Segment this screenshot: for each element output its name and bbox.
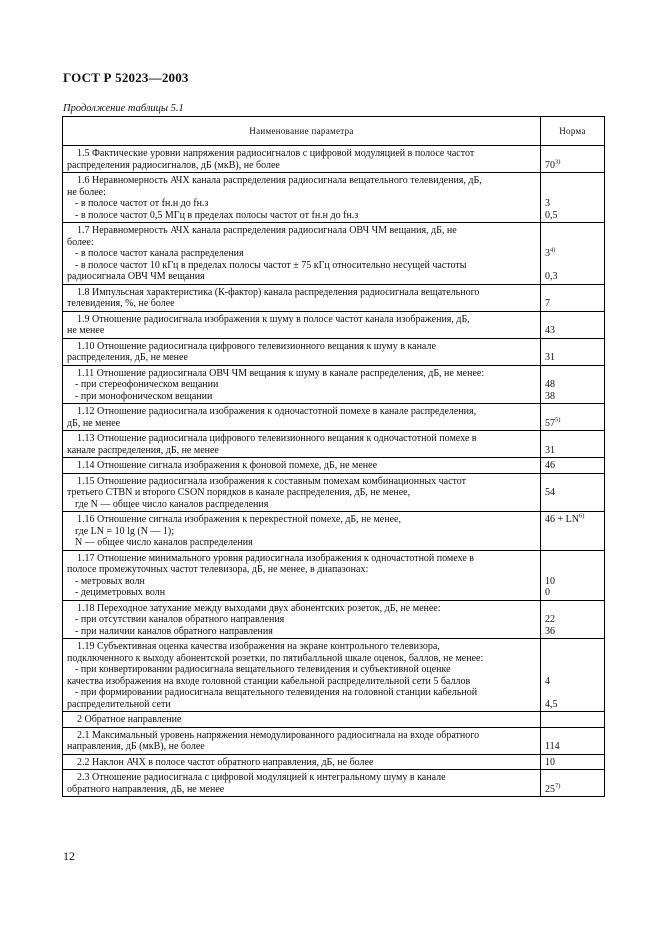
parameter-cell bbox=[63, 365, 541, 404]
table-row bbox=[63, 512, 605, 551]
norm-line bbox=[545, 406, 600, 418]
table-row bbox=[63, 146, 605, 173]
parameter-line: 2.2 Наклон АЧХ в полосе частот обратного направления, дБ, не более bbox=[77, 756, 374, 768]
document-header: ГОСТ Р 52023—2003 bbox=[63, 70, 189, 85]
parameter-line: 1.13 Отношение радиосигнала цифрового телевизионного вещания к одночастотной помехе в bbox=[77, 433, 477, 444]
norm-line bbox=[545, 391, 600, 403]
parameter-line: 1.12 Отношение радиосигнала изображения к одночастотной помехе в канале распределения, bbox=[77, 406, 477, 417]
norm-cell bbox=[541, 754, 605, 770]
norm-line bbox=[545, 160, 600, 172]
norm-line bbox=[545, 248, 600, 260]
parameter-line: 1.18 Переходное затухание между выходами двух абонентских розеток, дБ, не менее: bbox=[77, 602, 441, 614]
norm-value: 0,5 bbox=[545, 209, 558, 221]
norm-value: 114 bbox=[545, 741, 560, 752]
parameter-line: качества изображения на входе головной станции кабельной распределительной сети 5 баллов bbox=[67, 675, 471, 687]
norm-value: 3 bbox=[545, 248, 550, 259]
norm-line bbox=[545, 271, 600, 283]
norm-line bbox=[545, 784, 600, 796]
norm-line bbox=[545, 476, 600, 488]
table-row bbox=[63, 173, 605, 223]
parameter-line: - при монофоническом вещании bbox=[75, 390, 213, 402]
table-row bbox=[63, 311, 605, 338]
parameter-line: - в полосе частот 10 кГц в пределах полосы частот ± 75 кГц относительно несущей частоты bbox=[75, 259, 467, 271]
norm-line bbox=[545, 641, 600, 653]
parameter-line: - при формировании радиосигнала вещательного телевидения на головной станции кабельной bbox=[75, 687, 478, 698]
norm-line bbox=[545, 260, 600, 272]
norm-cell bbox=[541, 284, 605, 311]
norm-value: 10 bbox=[545, 756, 555, 768]
parameter-line: - при конвертировании радиосигнала вещательного телевидения и субъективной оценке bbox=[75, 664, 451, 675]
parameter-cell bbox=[63, 639, 541, 712]
table-row bbox=[63, 770, 605, 797]
norm-line bbox=[545, 741, 600, 753]
table-row bbox=[63, 550, 605, 600]
norm-line bbox=[545, 526, 600, 538]
parameter-line: - при стереофоническом вещании bbox=[75, 379, 219, 390]
norm-cell bbox=[541, 639, 605, 712]
parameter-cell bbox=[63, 173, 541, 223]
norm-line bbox=[545, 433, 600, 445]
norm-value: 43 bbox=[545, 325, 555, 336]
table-row bbox=[63, 404, 605, 431]
norm-line bbox=[545, 687, 600, 699]
norm-cell bbox=[541, 727, 605, 754]
parameter-line: - в полосе частот от fн.н до fн.з bbox=[75, 198, 209, 209]
norm-cell bbox=[541, 512, 605, 551]
parameter-line: 2.1 Максимальный уровень напряжения немодулированного радиосигнала на входе обратного bbox=[77, 729, 480, 741]
norm-cell bbox=[541, 146, 605, 173]
norm-value: 48 bbox=[545, 379, 555, 390]
parameter-line: 1.11 Отношение радиосигнала ОВЧ ЧМ вещания к шуму в канале распределения, дБ, не менее: bbox=[77, 367, 485, 379]
parameter-line: - при отсутствии каналов обратного направления bbox=[75, 614, 285, 625]
norm-value: 7 bbox=[545, 298, 550, 309]
table-row bbox=[63, 600, 605, 639]
parameter-line: 1.14 Отношение сигнала изображения к фоновой помехе, дБ, не менее bbox=[77, 460, 378, 471]
parameter-cell bbox=[63, 311, 541, 338]
parameter-line: подключенного к выходу абонентской розетки, по пятибалльной шкале оценок, баллов, не менее: bbox=[67, 652, 484, 664]
parameter-cell bbox=[63, 473, 541, 512]
norm-line bbox=[545, 626, 600, 638]
parameter-line: 1.19 Субъективная оценка качества изображения на экране контрольного телевизора, bbox=[77, 641, 440, 652]
header-parameter-name: Наименование параметра bbox=[63, 117, 541, 146]
parameter-cell bbox=[63, 458, 541, 474]
parameter-cell bbox=[63, 600, 541, 639]
parameter-cell bbox=[63, 338, 541, 365]
parameter-line: - в полосе частот 0,5 МГц в пределах полосы частот от fн.н до fн.з bbox=[75, 209, 359, 221]
table-row bbox=[63, 365, 605, 404]
parameter-line: где N — общее число каналов распределения bbox=[75, 498, 269, 510]
table-row bbox=[63, 754, 605, 770]
table-row bbox=[63, 338, 605, 365]
norm-line bbox=[545, 198, 600, 210]
parameter-cell bbox=[63, 770, 541, 797]
norm-cell bbox=[541, 458, 605, 474]
norm-cell bbox=[541, 173, 605, 223]
norm-line bbox=[545, 603, 600, 615]
footnote-ref: 5) bbox=[555, 416, 561, 424]
norm-line bbox=[545, 499, 600, 511]
norm-line bbox=[545, 614, 600, 626]
table-row bbox=[63, 284, 605, 311]
norm-value: 22 bbox=[545, 614, 555, 625]
parameter-line: третьего CTBN и второго CSON порядков в канале распределения, дБ, не менее, bbox=[67, 487, 411, 498]
table-header-row bbox=[63, 117, 605, 146]
norm-value: 25 bbox=[545, 783, 555, 795]
norm-value: 0,3 bbox=[545, 271, 558, 282]
parameter-line: 1.16 Отношение сигнала изображения к перекрестной помехе, дБ, не менее, bbox=[77, 514, 401, 525]
parameter-line: 1.15 Отношение радиосигнала изображения к составным помехам комбинационных частот bbox=[77, 475, 467, 487]
norm-cell bbox=[541, 600, 605, 639]
parameter-line: не менее bbox=[67, 325, 105, 336]
norm-value: 38 bbox=[545, 390, 555, 402]
norm-cell bbox=[541, 712, 605, 728]
norm-cell bbox=[541, 431, 605, 458]
footnote-ref: 7) bbox=[555, 782, 561, 790]
norm-cell bbox=[541, 338, 605, 365]
parameter-cell bbox=[63, 512, 541, 551]
parameter-line: 2 Обратное направление bbox=[77, 714, 182, 725]
norm-line bbox=[545, 730, 600, 742]
table-row bbox=[63, 727, 605, 754]
norm-line bbox=[545, 352, 600, 364]
parameter-cell bbox=[63, 550, 541, 600]
parameter-cell bbox=[63, 404, 541, 431]
parameter-cell bbox=[63, 284, 541, 311]
norm-line bbox=[545, 587, 600, 599]
norm-line bbox=[545, 418, 600, 430]
parameters-table bbox=[62, 116, 605, 797]
norm-cell bbox=[541, 365, 605, 404]
norm-line bbox=[545, 175, 600, 187]
parameter-line: распределения радиосигналов, дБ (мкВ), не более bbox=[67, 159, 280, 171]
norm-value: 3 bbox=[545, 198, 550, 209]
footnote-ref: 6) bbox=[578, 512, 585, 520]
norm-line bbox=[545, 210, 600, 222]
table-row bbox=[63, 473, 605, 512]
norm-line bbox=[545, 553, 600, 565]
table-row bbox=[63, 431, 605, 458]
parameter-line: 1.8 Импульсная характеристика (К-фактор) канала распределения радиосигнала вещательного bbox=[77, 286, 480, 298]
norm-line bbox=[545, 379, 600, 391]
norm-value: 4 bbox=[545, 675, 550, 687]
table-row bbox=[63, 223, 605, 285]
parameter-line: N — общее число каналов распределения bbox=[75, 537, 253, 548]
parameter-line: распределительной сети bbox=[67, 698, 171, 710]
norm-value: 10 bbox=[545, 575, 555, 587]
parameter-cell bbox=[63, 146, 541, 173]
norm-value: 46 bbox=[545, 460, 555, 471]
parameter-line: дБ, не менее bbox=[67, 417, 121, 429]
norm-line bbox=[545, 325, 600, 337]
norm-line bbox=[545, 772, 600, 784]
norm-value: 31 bbox=[545, 352, 555, 363]
parameter-line: полосе промежуточных частот телевизора, дБ, не менее, в диапазонах: bbox=[67, 564, 369, 575]
norm-line bbox=[545, 368, 600, 380]
norm-line bbox=[545, 699, 600, 711]
norm-cell bbox=[541, 404, 605, 431]
footnote-ref: 3) bbox=[555, 158, 561, 166]
parameter-line: 2.3 Отношение радиосигнала с цифровой модуляцией к интегральному шуму в канале bbox=[77, 772, 446, 783]
norm-line bbox=[545, 460, 600, 472]
table-row bbox=[63, 712, 605, 728]
norm-line bbox=[545, 225, 600, 237]
norm-line bbox=[545, 487, 600, 499]
page-number: 12 bbox=[63, 849, 75, 863]
norm-line bbox=[545, 757, 600, 769]
parameter-cell bbox=[63, 223, 541, 285]
norm-line bbox=[545, 576, 600, 588]
table-caption: Продолжение таблицы 5.1 bbox=[63, 103, 184, 114]
parameter-line: телевидения, %, не более bbox=[67, 298, 175, 309]
norm-line bbox=[545, 514, 600, 526]
norm-value: 70 bbox=[545, 159, 555, 171]
norm-line bbox=[545, 341, 600, 353]
parameter-line: 1.17 Отношение минимального уровня радиосигнала изображения к одночастотной помехе в bbox=[77, 552, 474, 564]
parameter-line: направления, дБ (мкВ), не более bbox=[67, 741, 205, 752]
parameter-line: 1.5 Фактические уровни напряжения радиосигналов с цифровой модуляцией в полосе частот bbox=[77, 148, 475, 159]
norm-line bbox=[545, 314, 600, 326]
norm-value: 31 bbox=[545, 444, 555, 456]
parameter-line: 1.6 Неравномерность АЧХ канала распределения радиосигнала вещательного телевидения, дБ, bbox=[77, 175, 482, 186]
parameter-cell bbox=[63, 712, 541, 728]
norm-line bbox=[545, 287, 600, 299]
parameter-line: где LN = 10 lg (N — 1); bbox=[75, 525, 175, 537]
norm-value: 54 bbox=[545, 487, 555, 498]
parameter-cell bbox=[63, 727, 541, 754]
parameter-line: 1.9 Отношение радиосигнала изображения к шуму в полосе частот канала изображения, дБ, bbox=[77, 313, 470, 325]
parameter-line: более: bbox=[67, 236, 94, 248]
norm-value: 36 bbox=[545, 625, 555, 637]
norm-cell bbox=[541, 223, 605, 285]
norm-value: 57 bbox=[545, 417, 555, 429]
parameter-line: обратного направления, дБ, не менее bbox=[67, 783, 225, 795]
norm-value: 46 + LN bbox=[545, 514, 579, 525]
parameter-line: - при наличии каналов обратного направления bbox=[75, 625, 273, 637]
norm-cell bbox=[541, 550, 605, 600]
parameter-line: радиосигнала ОВЧ ЧМ вещания bbox=[67, 271, 205, 282]
norm-line bbox=[545, 445, 600, 457]
parameter-line: не более: bbox=[67, 186, 106, 198]
norm-value: 4,5 bbox=[545, 698, 558, 710]
norm-line bbox=[545, 653, 600, 665]
norm-line bbox=[545, 537, 600, 549]
norm-line bbox=[545, 714, 600, 726]
footnote-ref: 4) bbox=[550, 246, 556, 254]
parameter-line: 1.10 Отношение радиосигнала цифрового телевизионного вещания к шуму в канале bbox=[77, 340, 436, 352]
norm-cell bbox=[541, 770, 605, 797]
table-body bbox=[63, 146, 605, 797]
parameter-cell bbox=[63, 754, 541, 770]
parameter-cell bbox=[63, 431, 541, 458]
header-norm: Норма bbox=[541, 117, 605, 146]
norm-cell bbox=[541, 311, 605, 338]
parameter-line: канале распределения, дБ, не менее bbox=[67, 444, 219, 456]
norm-line bbox=[545, 298, 600, 310]
parameter-line: 1.7 Неравномерность АЧХ канала распределения радиосигнала ОВЧ ЧМ вещания, дБ, не bbox=[77, 225, 457, 236]
norm-value: 0 bbox=[545, 587, 550, 598]
parameter-line: - дециметровых волн bbox=[75, 587, 166, 598]
norm-line bbox=[545, 664, 600, 676]
norm-line bbox=[545, 187, 600, 199]
norm-line bbox=[545, 564, 600, 576]
table-row bbox=[63, 458, 605, 474]
norm-line bbox=[545, 148, 600, 160]
norm-cell bbox=[541, 473, 605, 512]
parameter-line: - в полосе частот канала распределения bbox=[75, 248, 244, 259]
parameter-line: - метровых волн bbox=[75, 575, 145, 587]
table-row bbox=[63, 639, 605, 712]
parameter-line: распределения, дБ, не менее bbox=[67, 352, 188, 363]
norm-line bbox=[545, 676, 600, 688]
